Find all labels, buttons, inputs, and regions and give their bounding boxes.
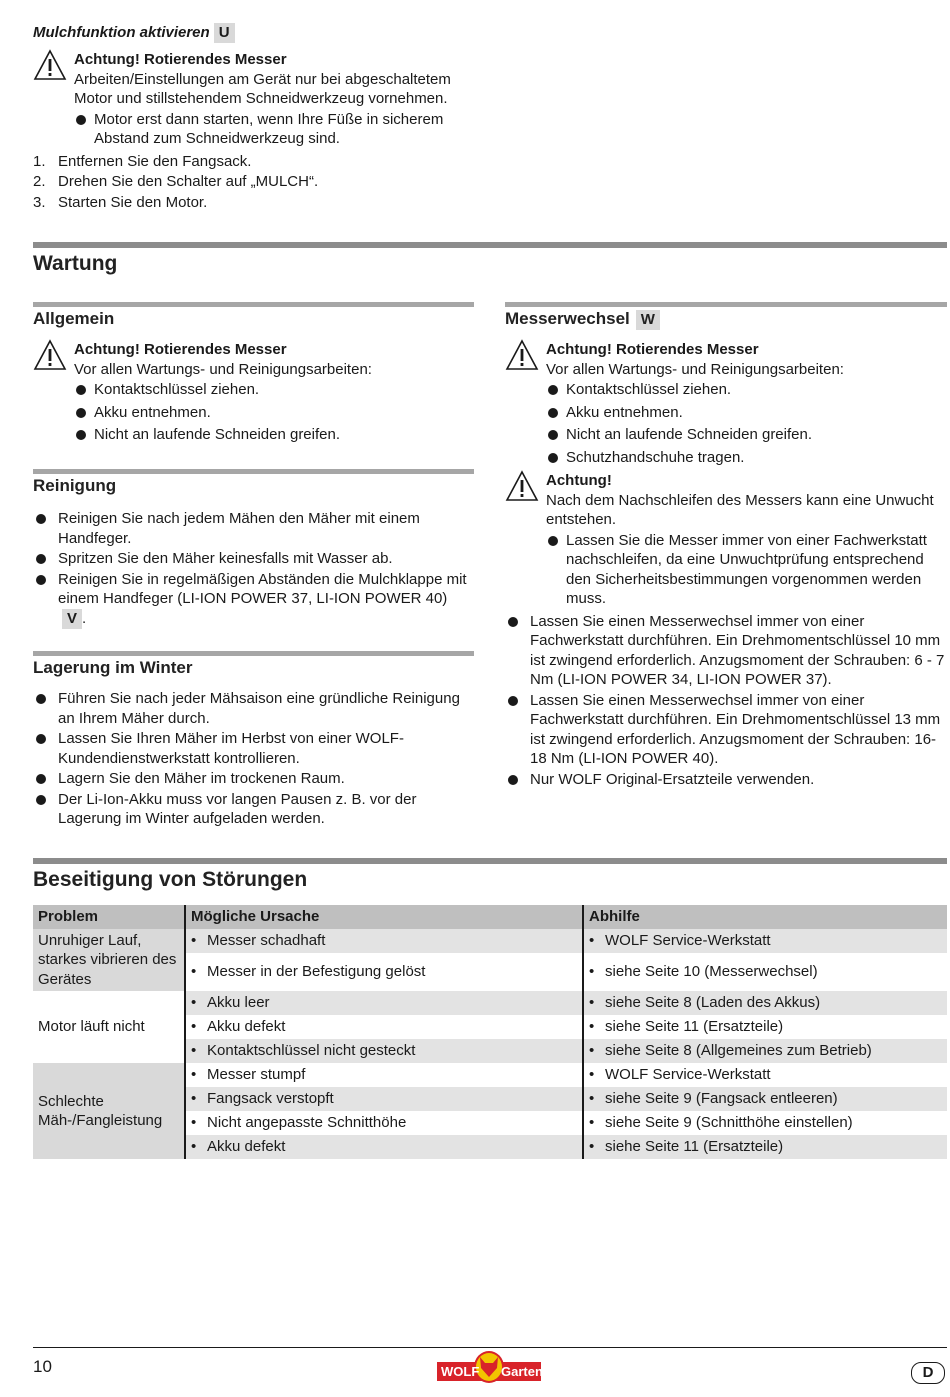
section-title-wartung: Wartung [33,252,118,275]
wolf-garten-logo: WOLF Garten [437,1351,541,1385]
list-item: Lassen Sie einen Messerwechsel immer von einer Fachwerkstatt durchführen. Ein Drehmomentschlüssel 13 mm ist zwingend erforderlich. Anzugsmoment der Schrauben: 16-18 Nm (LI-ION POWER 40). [505,691,947,769]
mulch-section [33,22,474,213]
fix-cell: • WOLF Service-Werkstatt [583,929,947,953]
table-row [33,991,947,1015]
warning-bullet: Nicht an laufende Schneiden greifen. [74,425,474,445]
language-badge: D [911,1362,945,1384]
list-item: Lassen Sie einen Messerwechsel immer von einer Fachwerkstatt durchführen. Ein Drehmomentschlüssel 10 mm ist zwingend erforderlich. Anzugsmoment der Schrauben: 6 - 7 Nm (LI-ION POWER 34, LI-ION POWER 37). [505,612,947,690]
allgemein-warning [33,340,474,445]
list-item: Der Li-Ion-Akku muss vor langen Pausen z. B. vor der Lagerung im Winter aufgeladen werden. [33,790,474,829]
column-header: Abhilfe [583,905,947,929]
subsection-divider [33,302,474,307]
mulch-warning [33,50,474,149]
cause-cell: • Akku defekt [185,1135,583,1159]
fix-cell: • WOLF Service-Werkstatt [583,1063,947,1087]
warning-icon [33,49,67,81]
warning-icon [33,339,67,371]
fix-cell: • siehe Seite 9 (Schnitthöhe einstellen) [583,1111,947,1135]
cause-cell: • Messer stumpf [185,1063,583,1087]
figure-badge-w: W [636,310,660,330]
warning-text: Arbeiten/Einstellungen am Gerät nur bei abgeschaltetem Motor und stillstehendem Schneidwerkzeug vornehmen. [74,70,451,107]
subsection-title: Reinigung [33,476,117,495]
warning-bullet: Schutzhandschuhe tragen. [546,448,947,468]
subsection-title: Allgemein [33,309,115,328]
figure-badge-u: U [214,23,235,43]
cause-cell: • Akku leer [185,991,583,1015]
step-item: 3. Starten Sie den Motor. [33,193,208,211]
warning-title: Achtung! Rotierendes Messer [74,341,287,358]
mulch-steps [33,152,474,213]
unwucht-warning [505,471,947,609]
list-item: Nur WOLF Original-Ersatzteile verwenden. [505,770,947,790]
subsection-divider [505,302,947,307]
problem-cell: Motor läuft nicht [33,991,185,1063]
list-item: Reinigen Sie in regelmäßigen Abständen die Mulchklappe mit einem Handfeger (LI-ION POWER 37, LI-ION POWER 40) V . [33,570,474,629]
warning-icon [505,339,539,371]
step-item: 2. Drehen Sie den Schalter auf „MULCH“. [33,173,319,190]
warning-text: Vor allen Wartungs- und Reinigungsarbeiten: [74,360,372,378]
warning-title: Achtung! Rotierendes Messer [546,341,759,358]
warning-bullet: Akku entnehmen. [546,403,947,423]
warning-bullet: Motor erst dann starten, wenn Ihre Füße in sicherem Abstand zum Schneidwerkzeug sind. [74,110,474,149]
messerwechsel-section [505,308,947,789]
section-title-stoerungen: Beseitigung von Störungen [33,868,308,891]
figure-badge-v: V [62,609,82,629]
footer-rule [33,1347,947,1348]
warning-bullet: Kontaktschlüssel ziehen. [74,380,474,400]
problem-cell: Schlechte Mäh-/Fangleistung [33,1063,185,1159]
warning-bullet: Akku entnehmen. [74,403,474,423]
warning-title: Achtung! [546,472,612,489]
subsection-title: Lagerung im Winter [33,658,193,677]
cause-cell: • Messer schadhaft [185,929,583,953]
cause-cell: • Fangsack verstopft [185,1087,583,1111]
warning-bullet: Lassen Sie die Messer immer von einer Fachwerkstatt nachschleifen, da eine Unwuchtprüfung entsprechend den Sicherheitsbestimmungen vorgenommen werden muss. [546,531,947,609]
lagerung-section [33,657,474,829]
table-row [33,929,947,953]
column-header: Mögliche Ursache [185,905,583,929]
fix-cell: • siehe Seite 11 (Ersatzteile) [583,1015,947,1039]
subsection-title: Messerwechsel W [505,308,947,330]
fix-cell: • siehe Seite 10 (Messerwechsel) [583,953,947,991]
messerwechsel-warning [505,340,947,467]
subsection-divider [33,469,474,474]
troubleshooting-table [33,905,947,1159]
fix-cell: • siehe Seite 11 (Ersatzteile) [583,1135,947,1159]
warning-bullet: Kontaktschlüssel ziehen. [546,380,947,400]
problem-cell: Unruhiger Lauf, starkes vibrieren des Gerätes [33,929,185,991]
section-divider [33,858,947,864]
reinigung-section [33,475,474,629]
warning-text: Nach dem Nachschleifen des Messers kann eine Unwucht entstehen. [546,491,934,528]
fix-cell: • siehe Seite 8 (Allgemeines zum Betrieb) [583,1039,947,1063]
step-item: 1. Entfernen Sie den Fangsack. [33,152,252,170]
table-header-row [33,905,947,929]
list-item: Lassen Sie Ihren Mäher im Herbst von einer WOLF-Kundendienstwerkstatt kontrollieren. [33,729,474,768]
list-item: Reinigen Sie nach jedem Mähen den Mäher mit einem Handfeger. [33,509,474,548]
subsection-divider [33,651,474,656]
column-header: Problem [33,905,185,929]
warning-title: Achtung! Rotierendes Messer [74,51,287,68]
warning-bullet: Nicht an laufende Schneiden greifen. [546,425,947,445]
warning-icon [505,470,539,502]
fix-cell: • siehe Seite 8 (Laden des Akkus) [583,991,947,1015]
list-item: Lagern Sie den Mäher im trockenen Raum. [33,769,474,789]
cause-cell: • Messer in der Befestigung gelöst [185,953,583,991]
cause-cell: • Nicht angepasste Schnitthöhe [185,1111,583,1135]
section-divider [33,242,947,248]
cause-cell: • Akku defekt [185,1015,583,1039]
fix-cell: • siehe Seite 9 (Fangsack entleeren) [583,1087,947,1111]
mulch-title: Mulchfunktion aktivieren U [33,22,474,44]
table-row [33,1063,947,1087]
list-item: Spritzen Sie den Mäher keinesfalls mit Wasser ab. [33,549,474,569]
allgemein-section [33,308,474,448]
list-item: Führen Sie nach jeder Mähsaison eine gründliche Reinigung an Ihrem Mäher durch. [33,689,474,728]
page-number: 10 [33,1357,52,1376]
warning-text: Vor allen Wartungs- und Reinigungsarbeiten: [546,360,844,378]
cause-cell: • Kontaktschlüssel nicht gesteckt [185,1039,583,1063]
